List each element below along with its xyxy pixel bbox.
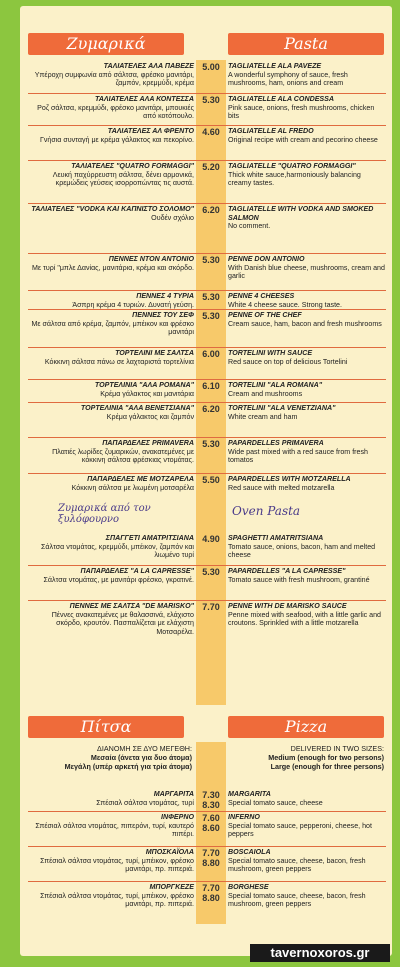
pizza-desc-en: Special tomato sauce, pepperoni, cheese, hot peppers — [228, 821, 372, 839]
pasta-separator — [28, 160, 386, 161]
pasta-price: 5.50 — [202, 475, 220, 485]
pasta-title-en: TORTELINI "ALA ROMANA" — [228, 381, 323, 389]
pasta-title-en: TAGLIATELLE AL FREDO — [228, 127, 314, 135]
pasta-title-en: TAGLIATELLE "QUATRO FORMAGGI" — [228, 162, 356, 170]
oven-item-gr — [28, 602, 194, 636]
pizza-price-medium: 7.60 — [202, 813, 220, 823]
pasta-desc-gr: Πλατιές λωρίδες ζυμαρικών, ανακατεμένες με κόκκινη σάλτσα φρέσκιας ντομάτας. — [52, 447, 194, 465]
oven-item-gr — [28, 567, 194, 584]
pizza-item-gr — [28, 813, 194, 839]
pasta-desc-en: Original recipe with cream and pecorino cheese — [228, 135, 378, 144]
pasta-item-en — [228, 311, 386, 328]
oven-separator — [28, 600, 386, 601]
pasta-separator — [28, 379, 386, 380]
pizza-desc-gr: Σπέσιαλ σάλτσα ντομάτας, τυρί, μπέικον, φρέσκο μανιτάρι, πρ. πιπεριά. — [40, 891, 194, 909]
pizza-desc-en: Special tomato sauce, cheese, bacon, fresh mushroom, green peppers — [228, 891, 366, 909]
pasta-desc-en: Red sauce with melted motzarella — [228, 483, 335, 492]
pasta-title-gr: ΤΟΡΤΕΛΙΝΙΑ "ΑΛΑ ΡΟΜΑΝΑ" — [94, 381, 194, 389]
pasta-item-en — [228, 255, 386, 281]
pasta-separator — [28, 125, 386, 126]
pasta-desc-gr: Κόκκινη σάλτσα με λιωμένη μοτσαρέλα — [71, 483, 194, 492]
pasta-title-gr: ΤΟΡΤΕΛΙΝΙ ΜΕ ΣΑΛΤΣΑ — [115, 349, 194, 357]
pizza-intro-gr — [28, 744, 192, 771]
pasta-item-en — [228, 205, 386, 231]
oven-title-en: PAPARDELLES "A LA CAPRESSE" — [228, 567, 346, 575]
pizza-item-en — [228, 848, 386, 874]
pasta-desc-en: Cream and mushrooms — [228, 389, 303, 398]
pizza-desc-en: Special tomato sauce, cheese, bacon, fresh mushroom, green peppers — [228, 856, 366, 874]
pasta-item-gr — [28, 404, 194, 421]
pasta-separator — [28, 253, 386, 254]
pasta-title-gr: ΠΕΝΝΕΣ ΤΟΥ ΣΕΦ — [132, 311, 194, 319]
pasta-desc-gr: Με σάλτσα από κρέμα, ζαμπόν, μπέικον και φρέσκο μανιτάρι — [31, 319, 194, 337]
left-green-strip — [0, 0, 20, 967]
pasta-price: 5.30 — [202, 255, 220, 265]
pizza-separator — [28, 881, 386, 882]
pizza-title-en: BORGHESE — [228, 883, 269, 891]
pizza-intro-en-head: DELIVERED IN TWO SIZES: — [290, 744, 384, 753]
pasta-item-en — [228, 162, 386, 188]
oven-item-en — [228, 602, 386, 628]
pizza-price-large: 8.80 — [202, 858, 220, 868]
pizza-title-gr: ΜΠΟΡΓΚΕΖΕ — [149, 883, 194, 891]
pizza-title-gr: ΙΝΦΕΡΝΟ — [160, 813, 194, 821]
oven-title-gr: ΠΑΠΑΡΔΕΛΕΣ "A LA CAPRESSE" — [80, 567, 194, 575]
pasta-desc-en: Pink sauce, onions, fresh mushrooms, chicken bits — [228, 103, 375, 121]
pasta-title-en: PAPARDELLES WITH MOTZARELLA — [228, 475, 351, 483]
pasta-price: 5.30 — [202, 439, 220, 449]
pasta-item-en — [228, 381, 386, 398]
pasta-desc-en: White cream and ham — [228, 412, 298, 421]
pizza-price-medium: 7.30 — [202, 790, 220, 800]
pasta-item-gr — [28, 475, 194, 492]
pasta-item-gr — [28, 255, 194, 272]
pasta-title-en: TAGLIATELLE ALA CONDESSA — [228, 95, 335, 103]
pizza-item-en — [228, 883, 386, 909]
pasta-desc-gr: Ουδέν σχόλιο — [151, 213, 194, 222]
oven-en-heading: Oven Pasta — [232, 504, 301, 518]
oven-item-gr — [28, 534, 194, 560]
oven-item-en — [228, 534, 386, 560]
pasta-title-en: TORTELINI "ALA VENETZIANA" — [228, 404, 336, 412]
oven-title-en: SPAGHETTI AMATRITSIANA — [228, 534, 324, 542]
pasta-item-en — [228, 95, 386, 121]
pasta-desc-en: White 4 cheese sauce. Strong taste. — [228, 300, 342, 309]
pizza-gr-banner: Πίτσα — [28, 716, 184, 738]
pasta-desc-en: Red sauce on top of delicious Tortelini — [228, 357, 348, 366]
pizza-desc-gr: Σπέσιαλ σάλτσα ντομάτας, τυρί, μπέικον, φρέσκο μανιτάρι, πρ. πιπεριά. — [40, 856, 194, 874]
pasta-item-en — [228, 349, 386, 366]
pasta-price: 6.00 — [202, 349, 220, 359]
pasta-price: 5.20 — [202, 162, 220, 172]
pasta-title-gr: ΠΑΠΑΡΔΕΛΕΣ PRIMAVERA — [102, 439, 194, 447]
pasta-title-gr: ΤΑΛΙΑΤΕΛΕΣ ΑΛΑ ΚΟΝΤΕΣΣΑ — [94, 95, 194, 103]
pizza-title-en: INFERNO — [228, 813, 260, 821]
pasta-item-gr — [28, 127, 194, 144]
pizza-price-large: 8.30 — [202, 800, 220, 810]
pasta-title-gr: ΤΑΛΙΑΤΕΛΕΣ "QUATRO FORMAGGI" — [71, 162, 194, 170]
pizza-price-large: 8.60 — [202, 823, 220, 833]
pasta-separator — [28, 203, 386, 204]
oven-desc-gr: Πέννες ανακατεμένες με θαλασσινά, ελάχιστο σκόρδο, κρουτόν. Πασπαλίζεται με ελάχιστη Μοτσαρέλα. — [51, 610, 194, 636]
pasta-desc-gr: Με τυρί "μπλε Δανίας, μανιτάρια, κρέμα και σκόρδο. — [32, 263, 194, 272]
pizza-price-medium: 7.70 — [202, 848, 220, 858]
oven-separator — [28, 565, 386, 566]
pasta-desc-en: No comment. — [228, 222, 271, 231]
pizza-intro-en-medium: Medium (enough for two persons) — [268, 753, 384, 762]
pasta-gr-banner: Ζυμαρικά — [28, 33, 184, 55]
pasta-price: 4.60 — [202, 127, 220, 137]
pasta-separator — [28, 402, 386, 403]
pasta-desc-gr: Γνήσια συνταγή με κρέμα γάλακτος και πεκορίνο. — [39, 135, 194, 144]
pasta-separator — [28, 93, 386, 94]
pasta-separator — [28, 309, 386, 310]
pasta-desc-gr: Κόκκινη σάλτσα πάνω σε λαχταριστά τορτελίνια — [44, 357, 194, 366]
pizza-price-medium: 7.70 — [202, 883, 220, 893]
pasta-title-en: TAGLIATELLE ALA PAVEZE — [228, 62, 322, 70]
oven-price: 5.30 — [202, 567, 220, 577]
pizza-intro-gr-head: ΔΙΑΝΟΜΗ ΣΕ ΔΥΟ ΜΕΓΕΘΗ: — [97, 744, 192, 753]
pasta-desc-en: Thick white sauce,harmoniously balancing creamy tastes. — [228, 170, 361, 188]
pasta-price: 5.30 — [202, 292, 220, 302]
pasta-separator — [28, 347, 386, 348]
pizza-item-en — [228, 790, 386, 807]
pasta-desc-en: Wide past mixed with a red sauce from fresh tomatos — [228, 447, 368, 465]
pasta-title-en: PENNE OF THE CHEF — [228, 311, 302, 319]
pizza-price-large: 8.80 — [202, 893, 220, 903]
oven-title-gr: ΣΠΑΓΓΕΤΙ ΑΜΑΤΡΙΤΣΙΑΝΑ — [105, 534, 194, 542]
pasta-item-en — [228, 404, 386, 421]
oven-title-gr: ΠΕΝΝΕΣ ΜΕ ΣΑΛΤΣΑ "DE MARISKO" — [69, 602, 194, 610]
pasta-item-en — [228, 475, 386, 492]
pasta-title-en: TAGLIATELLE WITH VODKA AND SMOKED SALMON — [228, 205, 374, 222]
pasta-item-gr — [28, 439, 194, 465]
oven-title-en: PENNE WITH DE MARISKO SAUCE — [228, 602, 347, 610]
pizza-item-gr — [28, 790, 194, 807]
pizza-title-en: MARGARITA — [228, 790, 271, 798]
pasta-desc-gr: Λευκή παχύρρευστη σάλτσα, δένει αρμονικά, κρεμώδεις γεύσεις ισορροπώντας τις αυστά. — [52, 170, 194, 188]
pasta-desc-gr: Υπέροχη συμφωνία από σάλτσα, φρέσκο μανιτάρι, ζαμπόν, κρεμμύδι, κρέμα — [34, 70, 194, 88]
pasta-item-en — [228, 127, 386, 144]
pasta-title-gr: ΤΑΛΙΑΤΕΛΕΣ ΑΛΑ ΠΑΒΕΖΕ — [103, 62, 194, 70]
pasta-en-banner: Pasta — [228, 33, 384, 55]
pasta-item-gr — [28, 205, 194, 222]
pasta-item-gr — [28, 162, 194, 188]
pasta-price: 5.30 — [202, 311, 220, 321]
pasta-desc-en: A wonderful symphony of sauce, fresh mushrooms, ham, onions and cream — [228, 70, 348, 88]
pasta-separator — [28, 437, 386, 438]
pasta-desc-en: Cream sauce, ham, bacon and fresh mushrooms — [228, 319, 382, 328]
pizza-desc-gr: Σπέσιαλ σάλτσα ντομάτας, τυρί — [96, 798, 194, 807]
pizza-title-gr: ΜΠΟΣΚΑΪΟΛΑ — [145, 848, 194, 856]
pasta-title-en: PENNE 4 CHEESES — [228, 292, 295, 300]
pizza-item-gr — [28, 883, 194, 909]
pizza-item-en — [228, 813, 386, 839]
pasta-separator — [28, 473, 386, 474]
pasta-title-gr: ΤΑΛΙΑΤΕΛΕΣ "VODKA ΚΑΙ ΚΑΠΝΙΣΤΟ ΣΟΛΟΜΟ" — [31, 205, 194, 213]
pizza-separator — [28, 811, 386, 812]
pasta-item-en — [228, 439, 386, 465]
pasta-separator — [28, 290, 386, 291]
oven-desc-gr: Σάλτσα ντομάτας, κρεμμύδι, μπέικον, ζαμπόν και λιωμένο τυρί — [41, 542, 194, 560]
oven-item-en — [228, 567, 386, 584]
pasta-item-gr — [28, 62, 194, 88]
pasta-title-gr: ΤΟΡΤΕΛΙΝΙΑ "ΑΛΑ ΒΕΝΕΤΣΙΑΝΑ" — [80, 404, 194, 412]
pasta-price: 5.30 — [202, 95, 220, 105]
footer-site: tavernoxoros.gr — [250, 944, 390, 962]
pasta-item-gr — [28, 311, 194, 337]
pasta-desc-gr: Κρέμα γάλακτος και μανιτάρια — [100, 389, 194, 398]
pasta-desc-gr: Άσπρη κρέμα 4 τυριών. Δυνατή γεύση. — [72, 300, 194, 309]
pasta-item-gr — [28, 349, 194, 366]
pasta-item-gr — [28, 292, 194, 309]
oven-price: 7.70 — [202, 602, 220, 612]
pizza-intro-en — [228, 744, 384, 771]
pasta-title-gr: ΠΕΝΝΕΣ ΝΤΟΝ ΑΝΤΟΝΙΟ — [108, 255, 194, 263]
pasta-item-en — [228, 292, 386, 309]
pasta-title-en: PAPARDELLES PRIMAVERA — [228, 439, 324, 447]
pasta-item-gr — [28, 95, 194, 121]
pizza-title-en: BOSCAIOLA — [228, 848, 271, 856]
oven-desc-en: Tomato sauce, onions, bacon, ham and melted cheese — [228, 542, 376, 560]
oven-desc-en: Tomato sauce with fresh mushroom, grantiné — [228, 575, 370, 584]
pasta-title-en: TORTELINI WITH SAUCE — [228, 349, 313, 357]
pizza-intro-gr-large: Μεγάλη (υπέρ αρκετή για τρία άτομα) — [64, 762, 192, 771]
pasta-title-gr: ΠΑΠΑΡΔΕΛΕΣ ΜΕ ΜΟΤΖΑΡΕΛΑ — [87, 475, 194, 483]
pasta-desc-gr: Κρέμα γάλακτος και ζαμπόν — [106, 412, 194, 421]
pasta-price: 5.00 — [202, 62, 220, 72]
pizza-desc-en: Special tomato sauce, cheese — [228, 798, 323, 807]
pizza-separator — [28, 846, 386, 847]
pasta-item-en — [228, 62, 386, 88]
pasta-title-en: PENNE DON ANTONIO — [228, 255, 305, 263]
pasta-title-gr: ΤΑΛΙΑΤΕΛΕΣ ΑΛ ΦΡΕΝΤΟ — [107, 127, 194, 135]
pizza-intro-en-large: Large (enough for three persons) — [270, 762, 384, 771]
pasta-title-gr: ΠΕΝΝΕΣ 4 ΤΥΡΙΑ — [136, 292, 194, 300]
pizza-desc-gr: Σπέσιαλ σάλτσα ντομάτας, πιπερόνι, τυρί, καυτερό πιπέρι. — [35, 821, 194, 839]
pizza-intro-gr-medium: Μεσαία (άνετα για δυο άτομα) — [90, 753, 192, 762]
pasta-desc-en: With Danish blue cheese, mushrooms, cream and garlic — [228, 263, 385, 281]
pasta-price: 6.20 — [202, 404, 220, 414]
oven-gr-heading: Ζυμαρικά από τον ξυλόφουρνο — [58, 503, 151, 525]
pasta-item-gr — [28, 381, 194, 398]
pasta-desc-gr: Ροζ σάλτσα, κρεμμύδι, φρέσκο μανιτάρι, μπουκιές από κοτόπουλο. — [37, 103, 194, 121]
pasta-price: 6.20 — [202, 205, 220, 215]
pizza-en-banner: Pizza — [228, 716, 384, 738]
pasta-price: 6.10 — [202, 381, 220, 391]
oven-price: 4.90 — [202, 534, 220, 544]
pizza-item-gr — [28, 848, 194, 874]
oven-desc-en: Penne mixed with seafood, with a little garlic and croutons. Sprinkled with a little motzarella — [228, 610, 381, 628]
oven-desc-gr: Σάλτσα ντομάτας, με μανιτάρι φρέσκο, γκρατινέ. — [43, 575, 194, 584]
pizza-title-gr: ΜΑΡΓΑΡΙΤΑ — [153, 790, 194, 798]
